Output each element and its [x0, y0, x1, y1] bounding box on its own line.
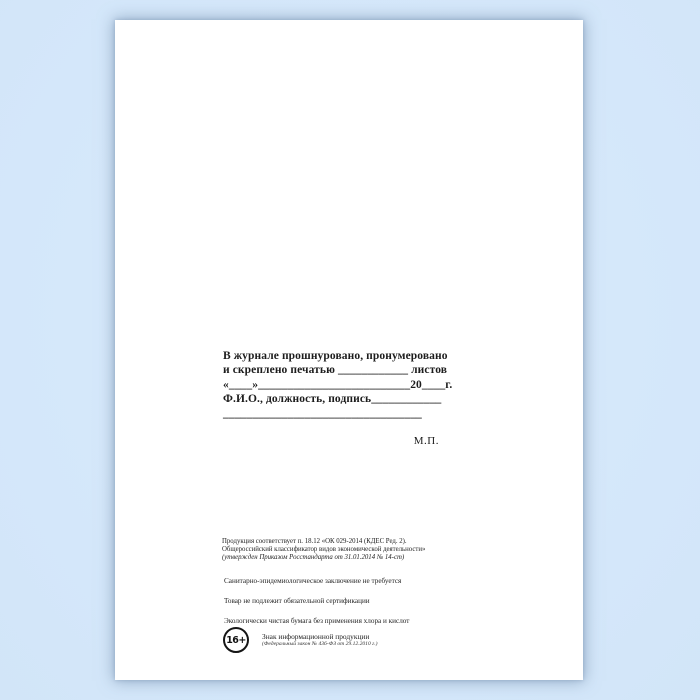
compliance-line-classifier: Общероссийский классификатор видов экономической деятельности»	[222, 546, 426, 554]
statement-eco-paper: Экологически чистая бумага без применения хлора и кислот	[224, 617, 410, 625]
statement-sanitary: Санитарно-эпидемиологическое заключение не требуется	[224, 577, 402, 585]
certification-block	[223, 349, 453, 448]
age-rating-16plus-icon: 16+	[223, 627, 249, 653]
cert-line-signature: Ф.И.О., должность, подпись____________	[223, 393, 442, 406]
age-rating-row	[223, 627, 378, 653]
cert-line-blank: __________________________________	[223, 407, 422, 420]
compliance-line-standard: Продукция соответствует п. 18.12 «ОК 029-2014 (КДЕС Ред. 2).	[222, 538, 407, 545]
cert-line-sheets: и скреплено печатью ____________ листов	[223, 364, 448, 377]
age-rating-label: Знак информационной продукции	[262, 632, 370, 641]
stamp-place-label: М.П.	[413, 435, 439, 448]
cert-line-date: «____»__________________________20____г.	[223, 378, 453, 391]
document-page	[115, 20, 583, 680]
statement-certification: Товар не подлежит обязательной сертификации	[224, 597, 370, 605]
cert-line-sewn: В журнале прошнуровано, пронумеровано	[223, 350, 448, 362]
age-rating-law-note: (Федеральный закон № 436-ФЗ от 29.12.2010 г.)	[262, 641, 378, 647]
compliance-block	[222, 538, 425, 563]
age-rating-text	[262, 632, 378, 648]
compliance-line-order: (утвержден Приказом Росстандарта от 31.01.2014 № 14-ст)	[222, 554, 405, 562]
